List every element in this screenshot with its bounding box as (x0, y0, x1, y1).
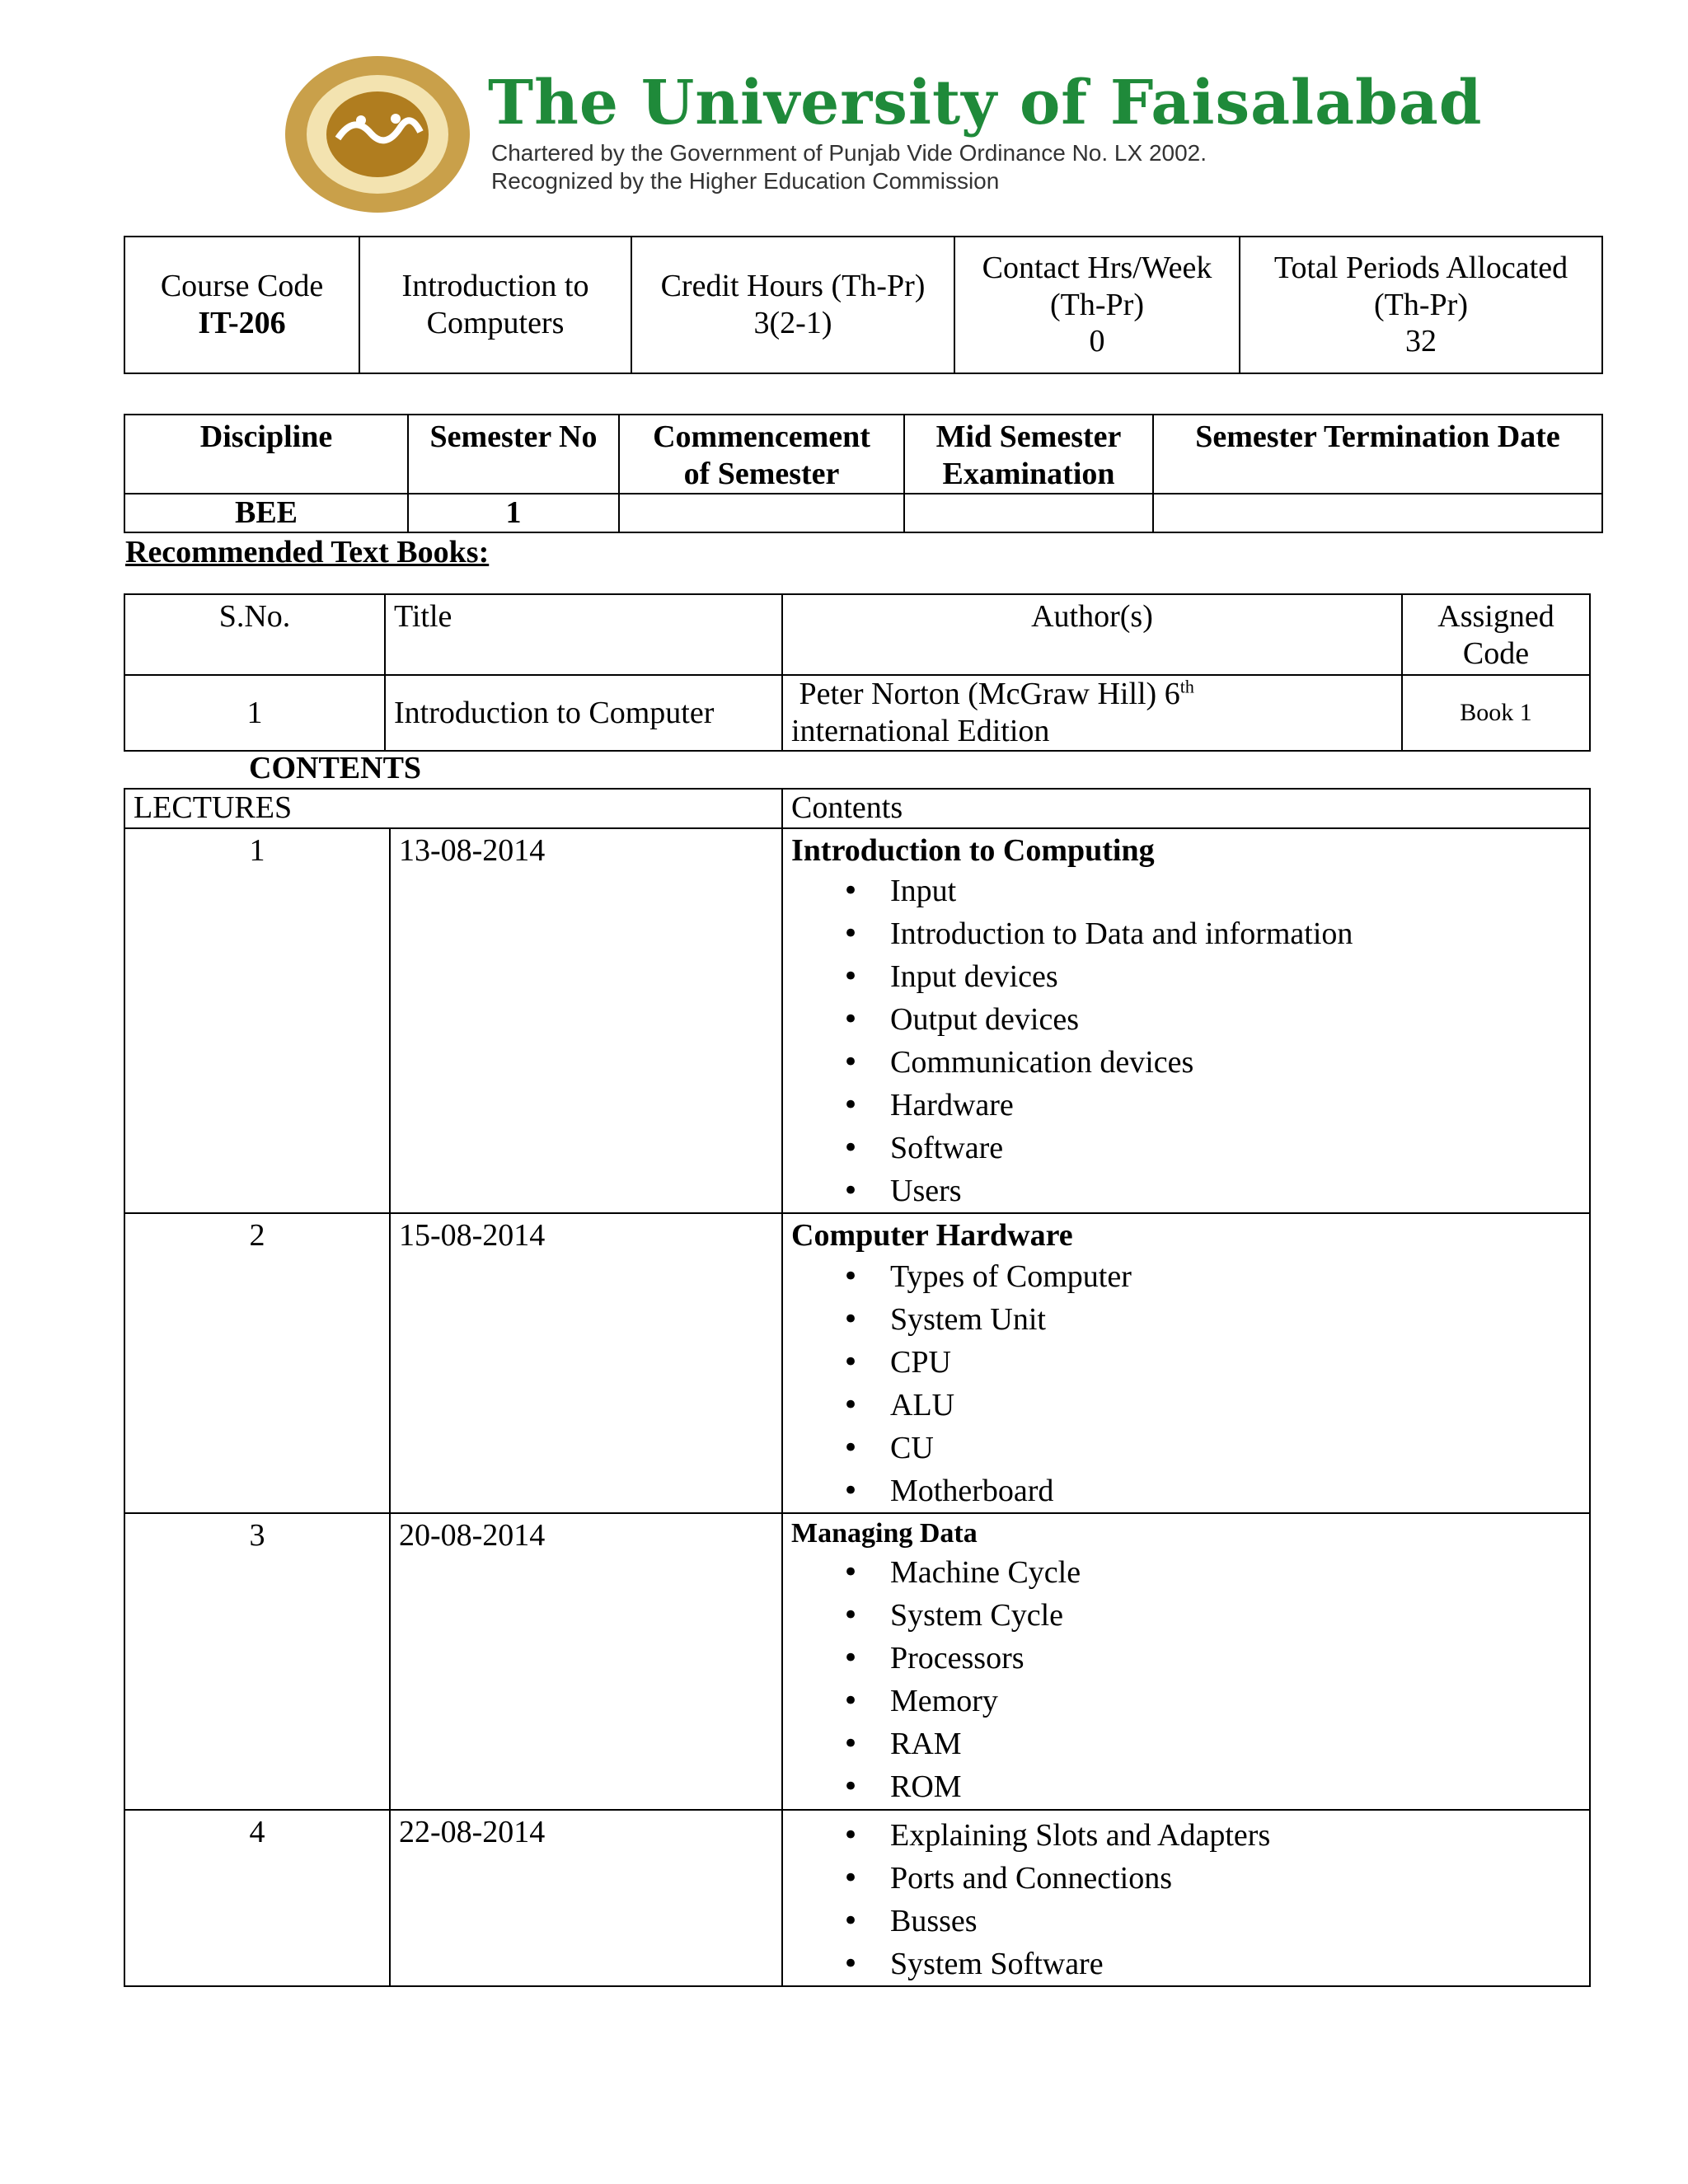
contact-hours-label-2: (Th-Pr) (1050, 287, 1144, 322)
contents-header: Contents (782, 789, 1590, 828)
list-item: • Users (791, 1169, 1581, 1212)
semester-table (124, 414, 1603, 533)
mid-semester-value (904, 494, 1153, 532)
table-row (124, 675, 1590, 751)
book-authors-line-2: international Edition (791, 714, 1050, 748)
university-charter: Chartered by the Government of Punjab Vide Ordinance No. LX 2002. (491, 140, 1207, 166)
list-item: • Output devices (791, 998, 1581, 1041)
lecture-number: 2 (124, 1213, 390, 1513)
list-item: • Machine Cycle (791, 1551, 1581, 1594)
lecture-items (791, 1814, 1581, 1985)
total-periods-label-2: (Th-Pr) (1374, 287, 1468, 322)
commencement-header-line-1: Commencement (653, 419, 870, 454)
lecture-number: 1 (124, 828, 390, 1214)
credit-hours-value: 3(2-1) (753, 306, 832, 340)
books-title-header: Title (385, 594, 782, 675)
list-item: • Busses (791, 1900, 1581, 1943)
lecture-number: 3 (124, 1513, 390, 1810)
lecture-items (791, 1255, 1581, 1512)
course-name-line-2: Computers (426, 306, 565, 340)
course-name-line-1: Introduction to (401, 269, 589, 304)
list-item: • CU (791, 1427, 1581, 1469)
books-code-header (1402, 594, 1590, 675)
lecture-contents (782, 1513, 1590, 1810)
list-item: • System Cycle (791, 1594, 1581, 1637)
lecture-contents (782, 1213, 1590, 1513)
list-item: • RAM (791, 1722, 1581, 1765)
contact-hours-value: 0 (1089, 324, 1105, 359)
course-code-label: Course Code (160, 269, 324, 304)
book-authors-sup: th (1179, 676, 1194, 697)
contact-hours-label-1: Contact Hrs/Week (982, 250, 1212, 285)
lecture-date: 13-08-2014 (390, 828, 782, 1214)
list-item: • Ports and Connections (791, 1857, 1581, 1900)
lecture-date: 20-08-2014 (390, 1513, 782, 1810)
lecture-number: 4 (124, 1810, 390, 1986)
course-info-table (124, 236, 1603, 374)
books-sno-header: S.No. (124, 594, 385, 675)
list-item: • Hardware (791, 1084, 1581, 1127)
lecture-items (791, 869, 1581, 1212)
lecture-date: 22-08-2014 (390, 1810, 782, 1986)
lecture-contents (782, 828, 1590, 1214)
text-books-table (124, 593, 1591, 752)
list-item: • Input devices (791, 955, 1581, 998)
university-recognition: Recognized by the Higher Education Commission (491, 168, 1000, 194)
course-name-cell (359, 237, 631, 373)
credit-hours-cell (631, 237, 954, 373)
commencement-value (619, 494, 904, 532)
semester-no-header: Semester No (408, 415, 619, 494)
lecture-contents (782, 1810, 1590, 1986)
list-item: • CPU (791, 1341, 1581, 1384)
list-item: • System Software (791, 1943, 1581, 1985)
book-sno: 1 (124, 675, 385, 751)
termination-date-header: Semester Termination Date (1153, 415, 1602, 494)
course-code-cell (124, 237, 359, 373)
lectures-table (124, 788, 1591, 1987)
list-item: • ROM (791, 1765, 1581, 1808)
contact-hours-cell (954, 237, 1240, 373)
discipline-value: BEE (124, 494, 408, 532)
course-code-value: IT-206 (198, 306, 286, 340)
books-code-header-line-1: Assigned (1437, 599, 1554, 634)
lecture-items (791, 1551, 1581, 1808)
list-item: • Memory (791, 1680, 1581, 1722)
contents-heading: CONTENTS (249, 751, 422, 785)
book-assigned-code: Book 1 (1402, 675, 1590, 751)
credit-hours-label: Credit Hours (Th-Pr) (660, 269, 926, 304)
mid-semester-header-line-2: Examination (942, 456, 1115, 491)
commencement-header (619, 415, 904, 494)
list-item: • Motherboard (791, 1469, 1581, 1512)
recommended-books-heading: Recommended Text Books: (125, 535, 490, 569)
book-authors-line-1: Peter Norton (McGraw Hill) 6 (799, 677, 1180, 712)
mid-semester-header (904, 415, 1153, 494)
discipline-header: Discipline (124, 415, 408, 494)
lecture-topic: Managing Data (791, 1517, 978, 1549)
book-title: Introduction to Computer (385, 675, 782, 751)
book-authors (782, 675, 1402, 751)
lecture-row (124, 1213, 1590, 1513)
total-periods-value: 32 (1405, 324, 1437, 359)
list-item: • Processors (791, 1637, 1581, 1680)
list-item: • Introduction to Data and information (791, 912, 1581, 955)
lecture-row (124, 828, 1590, 1214)
mid-semester-header-line-1: Mid Semester (935, 419, 1122, 454)
lecture-date: 15-08-2014 (390, 1213, 782, 1513)
lecture-row (124, 1513, 1590, 1810)
list-item: • Communication devices (791, 1041, 1581, 1084)
lecture-row (124, 1810, 1590, 1986)
commencement-header-line-2: of Semester (683, 456, 840, 491)
books-authors-header: Author(s) (782, 594, 1402, 675)
total-periods-label-1: Total Periods Allocated (1273, 250, 1568, 285)
list-item: • Input (791, 869, 1581, 912)
list-item: • Explaining Slots and Adapters (791, 1814, 1581, 1857)
lecture-topic: Introduction to Computing (791, 832, 1155, 868)
university-seal (280, 53, 475, 216)
list-item: • Types of Computer (791, 1255, 1581, 1298)
semester-no-value: 1 (408, 494, 619, 532)
total-periods-cell (1240, 237, 1602, 373)
list-item: • System Unit (791, 1298, 1581, 1341)
university-title: The University of Faisalabad (488, 68, 1483, 138)
lectures-header: LECTURES (124, 789, 782, 828)
list-item: • Software (791, 1127, 1581, 1169)
books-code-header-line-2: Code (1462, 635, 1530, 671)
termination-date-value (1153, 494, 1602, 532)
list-item: • ALU (791, 1384, 1581, 1427)
lecture-topic: Computer Hardware (791, 1218, 1073, 1254)
